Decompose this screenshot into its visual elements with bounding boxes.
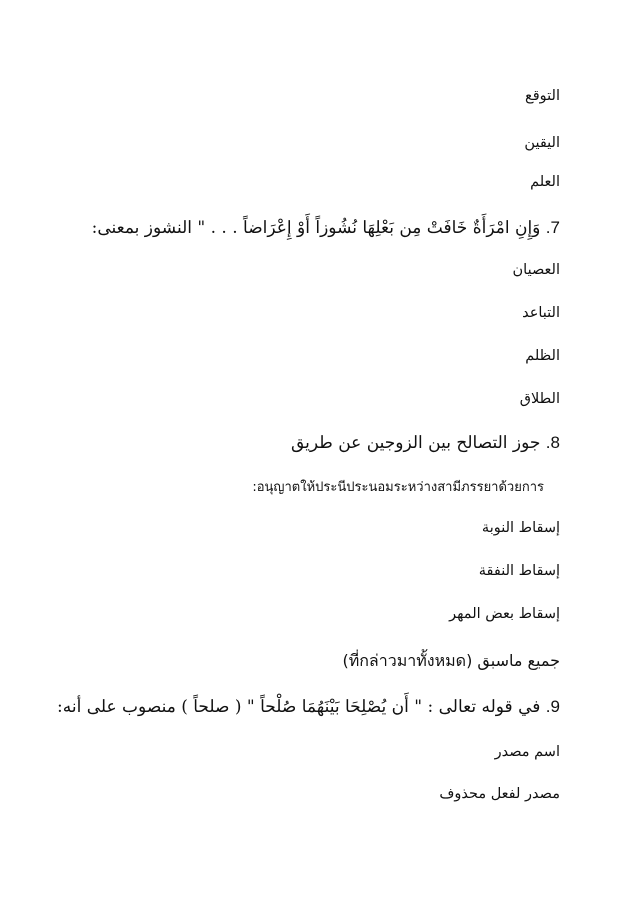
question-7: [92, 218, 560, 238]
question-number: 8.: [545, 433, 560, 452]
option-q7-3: الظلم: [525, 348, 560, 364]
option-q6-1: التوقع: [525, 88, 560, 104]
option-q6-3: العلم: [530, 174, 560, 190]
option-q7-2: التباعد: [522, 305, 560, 321]
option-q8-3: إسقاط بعض المهر: [449, 606, 560, 622]
option-q8-2: إسقاط النفقة: [478, 563, 560, 579]
question-text: في قوله تعالى : " أَن يُصْلِحَا بَيْنَهُمَا صُلْحاً " ( صلحاً ) منصوب على أنه:: [57, 697, 541, 717]
question-text: جوز التصالح بين الزوجين عن طريق: [290, 433, 541, 453]
question-9: [57, 697, 560, 717]
question-8: [291, 433, 560, 453]
question-text: وَإِنِ امْرَأَةٌ خَافَتْ مِن بَعْلِهَا نُشُوزاً أَوْ إِعْرَاضاً . . . " النشوز بمعنى:: [91, 218, 541, 238]
option-q8-1: إسقاط النوبة: [481, 520, 560, 536]
question-8-continuation: อนุญาตให้ประนีประนอมระหว่างสามีภรรยาด้วยการ:: [252, 480, 544, 495]
option-q7-1: العصيان: [512, 262, 560, 278]
option-q7-4: الطلاق: [519, 391, 560, 407]
option-q9-2: مصدر لفعل محذوف: [439, 786, 560, 802]
option-q6-2: اليقين: [524, 135, 560, 151]
option-q9-1: اسم مصدر: [494, 744, 560, 760]
question-number: 7.: [545, 218, 560, 237]
option-q8-4: جميع ماسبق (ที่กล่าวมาทั้งหมด): [342, 651, 560, 670]
question-number: 9.: [545, 697, 560, 716]
